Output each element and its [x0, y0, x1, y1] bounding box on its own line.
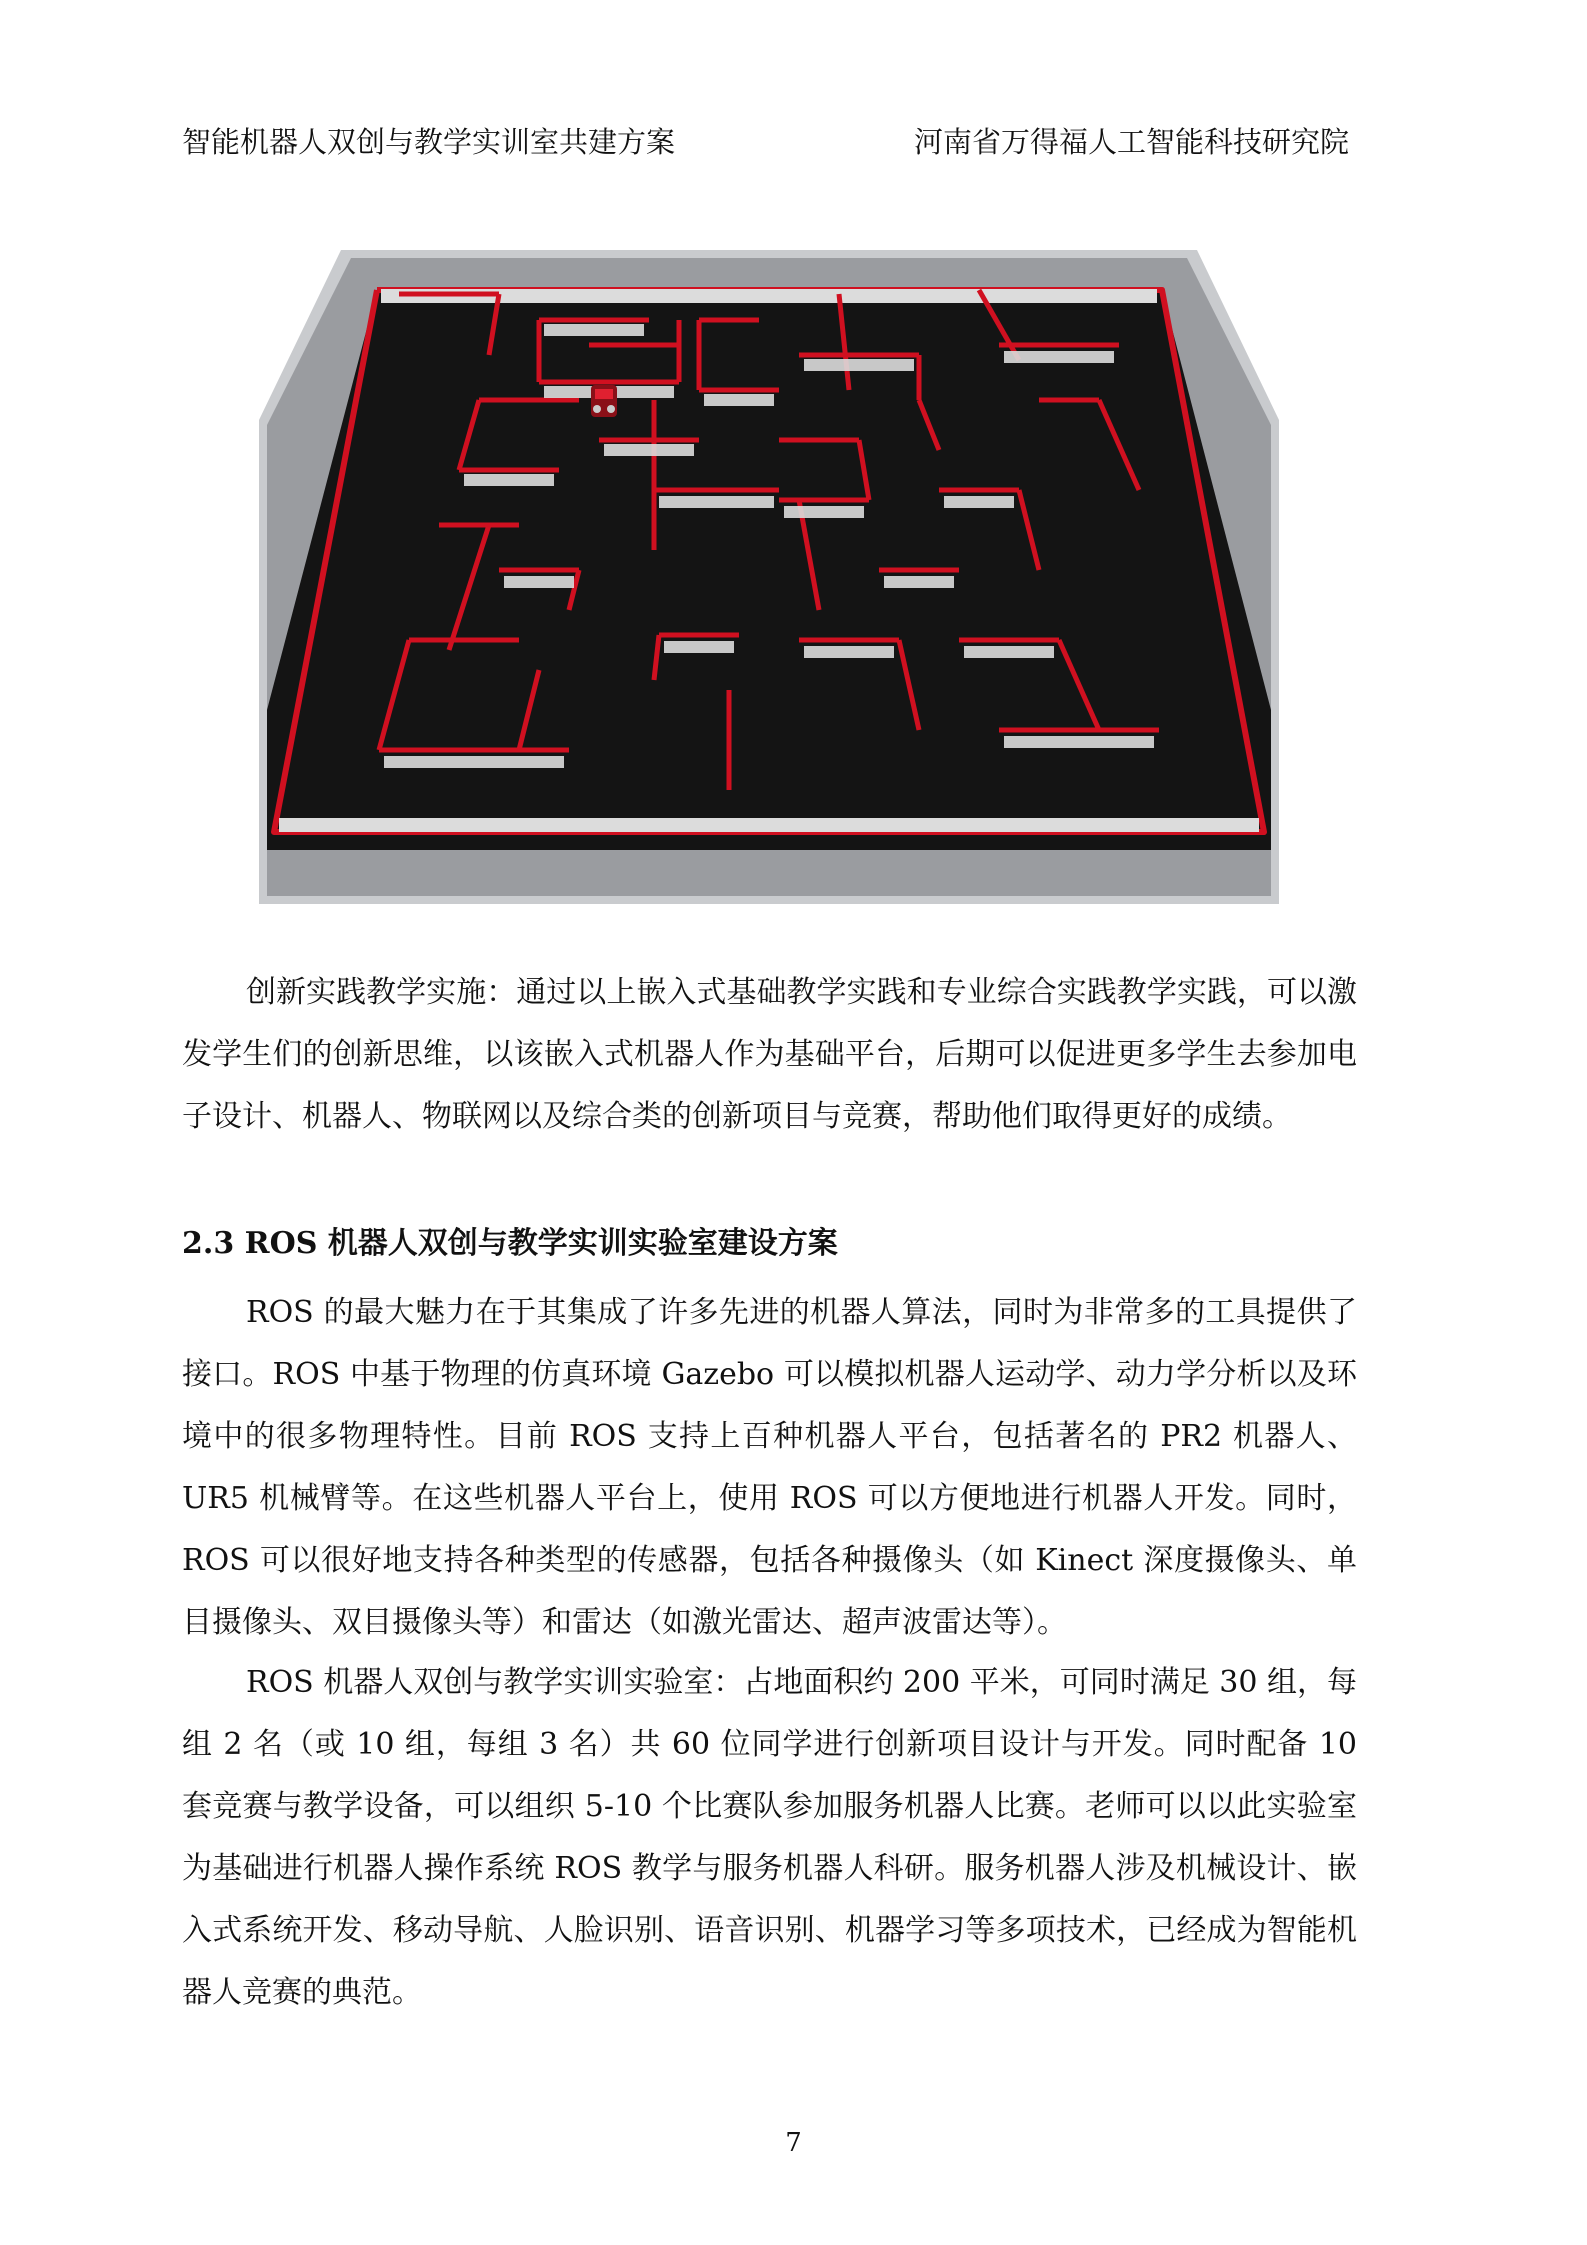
robot	[591, 385, 617, 417]
section-heading-2-3: 2.3 ROS 机器人双创与教学实训实验室建设方案	[182, 1226, 838, 1261]
page-number: 7	[785, 2128, 802, 2158]
header-left-title: 智能机器人双创与教学实训室共建方案	[182, 125, 676, 159]
paragraph-ros-lab: ROS 机器人双创与教学实训实验室：占地面积约 200 平米，可同时满足 30 组，每组 2 名（或 10 组，每组 3 名）共 60 位同学进行创新项目设计与开发。同时配备 10 套竞赛与教学设备，可以组织 5-10 个比赛队参加服务机器人比赛。老师可以以此实验室为基础进行机器人操作系统 ROS 教学与服务机器人科研。服务机器人涉及机械设计、嵌入式系统开发、移动导航、人脸识别、语音识别、机器学习等多项技术，已经成为智能机器人竞赛的典范。	[182, 1665, 1357, 2010]
paragraph-ros-intro: ROS 的最大魅力在于其集成了许多先进的机器人算法，同时为非常多的工具提供了接口。ROS 中基于物理的仿真环境 Gazebo 可以模拟机器人运动学、动力学分析以及环境中的很多物理特性。目前 ROS 支持上百种机器人平台，包括著名的 PR2 机器人、UR5 机械臂等。在这些机器人平台上，使用 ROS 可以方便地进行机器人开发。同时，ROS 可以很好地支持各种类型的传感器，包括各种摄像头（如 Kinect 深度摄像头、单目摄像头、双目摄像头等）和雷达（如激光雷达、超声波雷达等）。	[182, 1295, 1357, 1640]
maze-robot-photo	[259, 250, 1279, 904]
paragraph-innovation-practice: 创新实践教学实施：通过以上嵌入式基础教学实践和专业综合实践教学实践，可以激发学生们的创新思维，以该嵌入式机器人作为基础平台，后期可以促进更多学生去参加电子设计、机器人、物联网以及综合类的创新项目与竞赛，帮助他们取得更好的成绩。	[182, 975, 1357, 1134]
header-right-institute: 河南省万得福人工智能科技研究院	[913, 125, 1349, 159]
